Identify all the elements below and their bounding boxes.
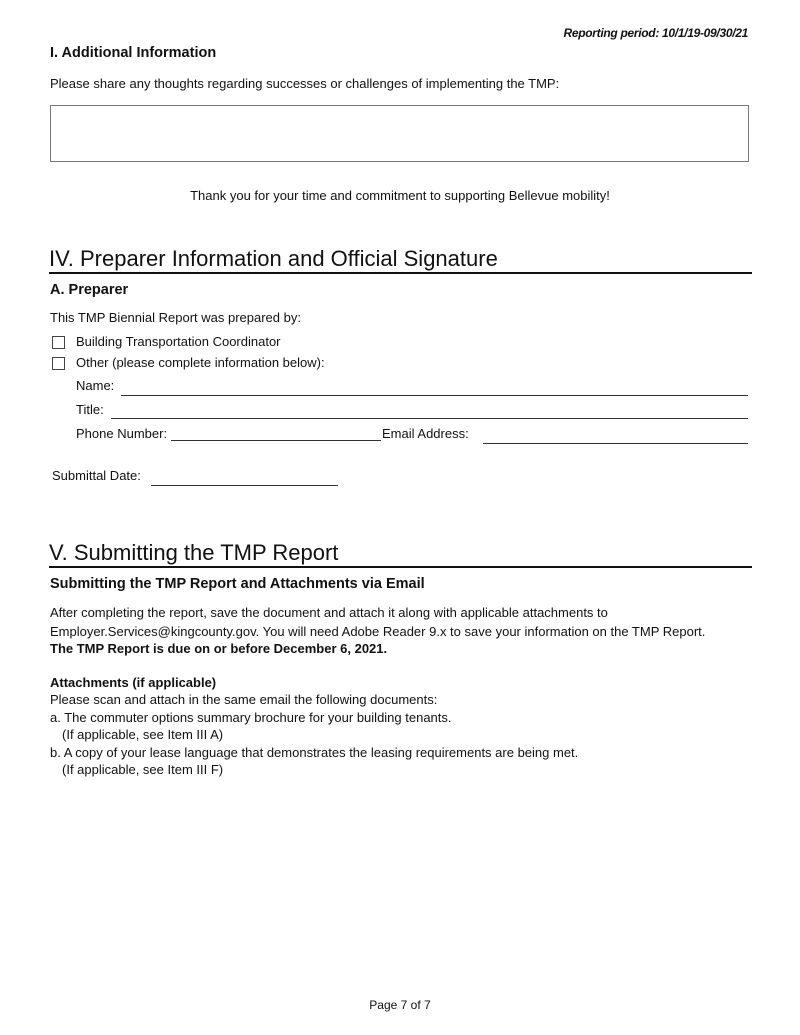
title-label: Title:	[76, 402, 104, 417]
submitting-para-1: After completing the report, save the document and attach it along with applicable attachments to	[50, 605, 608, 620]
submitting-subheading: Submitting the TMP Report and Attachments via Email	[50, 576, 425, 592]
attachments-heading: Attachments (if applicable)	[50, 675, 217, 690]
email-field[interactable]	[483, 443, 748, 444]
submittal-date-field[interactable]	[151, 485, 338, 486]
attachment-item-b: b. A copy of your lease language that demonstrates the leasing requirements are being met.	[50, 745, 579, 760]
checkbox-other[interactable]	[52, 357, 65, 370]
phone-label: Phone Number:	[76, 426, 168, 441]
checkbox-btc[interactable]	[52, 336, 65, 349]
email-label: Email Address:	[382, 426, 469, 441]
name-label: Name:	[76, 378, 115, 393]
page-number: Page 7 of 7	[369, 998, 431, 1012]
attachment-item-b-note: (If applicable, see Item III F)	[62, 762, 224, 777]
attachment-item-a: a. The commuter options summary brochure for your building tenants.	[50, 710, 452, 725]
attachments-intro: Please scan and attach in the same email the following documents:	[50, 692, 438, 707]
submitting-section-heading: V. Submitting the TMP Report	[49, 540, 752, 568]
option-btc-label: Building Transportation Coordinator	[76, 334, 281, 349]
preparer-intro: This TMP Biennial Report was prepared by:	[50, 310, 301, 325]
preparer-section-heading: IV. Preparer Information and Official Signature	[49, 246, 752, 274]
due-date-text: The TMP Report is due on or before December 6, 2021.	[50, 641, 388, 656]
submitting-para-2: Employer.Services@kingcounty.gov. You will need Adobe Reader 9.x to save your information on the TMP Report.	[50, 624, 706, 639]
additional-info-heading: I. Additional Information	[50, 45, 217, 61]
additional-info-prompt: Please share any thoughts regarding successes or challenges of implementing the TMP:	[50, 76, 560, 91]
phone-field[interactable]	[171, 440, 381, 441]
thank-you-text: Thank you for your time and commitment to supporting Bellevue mobility!	[190, 188, 610, 203]
title-field[interactable]	[111, 418, 748, 419]
attachment-item-a-note: (If applicable, see Item III A)	[62, 727, 224, 742]
reporting-period: Reporting period: 10/1/19-09/30/21	[563, 26, 748, 40]
option-other-label: Other (please complete information below):	[76, 355, 325, 370]
comments-textbox[interactable]	[50, 105, 749, 162]
submittal-date-label: Submittal Date:	[52, 468, 141, 483]
preparer-subheading: A. Preparer	[50, 282, 129, 298]
name-field[interactable]	[121, 395, 748, 396]
